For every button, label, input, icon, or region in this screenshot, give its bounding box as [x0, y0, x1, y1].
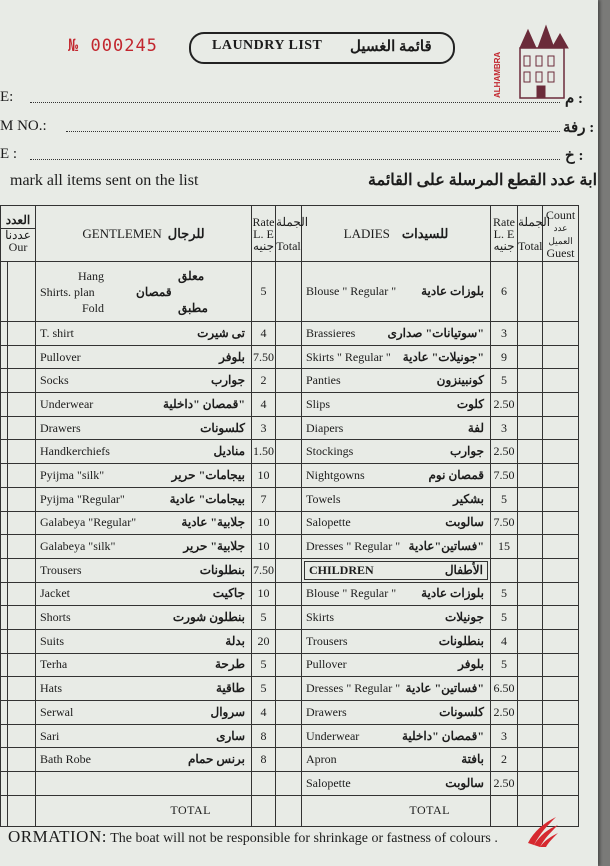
item-children: Blouse " Regular " بلوزات عادية	[302, 582, 491, 606]
rate-value: 5	[252, 606, 276, 630]
hotel-logo	[490, 26, 572, 104]
total-header-gent: الجملة Total	[276, 206, 302, 262]
item-gentlemen: Suits بدلة	[36, 629, 252, 653]
rate-value: 20	[252, 629, 276, 653]
item-gentlemen: Pullover بلوفر	[36, 345, 252, 369]
rate-value: 5	[252, 653, 276, 677]
item-gentlemen: Serwal سروال	[36, 701, 252, 725]
flame-logo-icon	[524, 813, 560, 847]
rate-value: 5	[491, 487, 518, 511]
item-ladies: Towels بشكير	[302, 487, 491, 511]
table-row	[1, 440, 579, 464]
ladies-header: LADIES للسيدات	[302, 206, 491, 262]
table-row	[1, 772, 579, 796]
item-gentlemen: Handkerchiefs مناديل	[36, 440, 252, 464]
rate-value: 2	[491, 748, 518, 772]
gentlemen-total-label: TOTAL	[36, 795, 252, 826]
rate-value: 1.50	[252, 440, 276, 464]
rate-value: 5	[491, 653, 518, 677]
rate-value: 10	[252, 464, 276, 488]
ladies-total-label: TOTAL	[302, 795, 491, 826]
footer-information: ORMATION: The boat will not be responsible for shrinkage or fastness of colours .	[8, 827, 498, 846]
field-room-label: M NO.:	[0, 118, 47, 134]
table-row	[1, 464, 579, 488]
table-row	[1, 322, 579, 346]
item-ladies: Panties كونبينزون	[302, 369, 491, 393]
item-gentlemen: Drawers كلسونات	[36, 416, 252, 440]
item-shirts: Hang معلق Shirts. plan قمصان Fold مطبق	[36, 262, 252, 322]
item-children: Dresses " Regular " فساتين" عادية"	[302, 677, 491, 701]
item-gentlemen: Shorts بنطلون شورت	[36, 606, 252, 630]
instruction-arabic: ابة عدد القطع المرسلة على القائمة	[368, 172, 598, 189]
rate-value: 4	[252, 393, 276, 417]
table-row	[1, 606, 579, 630]
field-name-line[interactable]	[30, 102, 560, 103]
rate-value: 15	[491, 535, 518, 559]
table-row	[1, 701, 579, 725]
rate-value: 7	[252, 487, 276, 511]
field-name-label: E:	[0, 89, 14, 105]
item-gentlemen: Jacket جاكيت	[36, 582, 252, 606]
item-ladies: Slips كلوت	[302, 393, 491, 417]
item-ladies: Diapers لفة	[302, 416, 491, 440]
item-ladies: Salopette سالوبت	[302, 511, 491, 535]
table-row	[1, 416, 579, 440]
logo-text: ALHAMBRA	[493, 51, 502, 98]
rate-value: 3	[491, 322, 518, 346]
item-ladies: Stockings جوارب	[302, 440, 491, 464]
rate-value: 4	[491, 629, 518, 653]
table-row	[1, 393, 579, 417]
item-children: Pullover بلوفر	[302, 653, 491, 677]
rate-value: 10	[252, 582, 276, 606]
rate-value: 10	[252, 535, 276, 559]
item-ladies: Brassieres سوتيانات" صدارى"	[302, 322, 491, 346]
count-our-header: العدد عددنا Our	[1, 206, 36, 262]
rate-value: 4	[252, 701, 276, 725]
item-gentlemen: Underwear قمصان "داخلية"	[36, 393, 252, 417]
item-gentlemen: Pyijma "Regular" بيجامات" عادية	[36, 487, 252, 511]
rate-value: 5	[491, 606, 518, 630]
table-row	[1, 558, 579, 582]
guest-count-header: Count عدد العميل Guest	[543, 206, 579, 262]
gentlemen-header: GENTLEMEN للرجال	[36, 206, 252, 262]
field-date-label: E :	[0, 146, 18, 162]
rate-value: 8	[252, 724, 276, 748]
item-gentlemen: Hats طاقية	[36, 677, 252, 701]
item-gentlemen	[36, 772, 252, 796]
item-gentlemen: Terha طرحة	[36, 653, 252, 677]
rate-value: 7.50	[491, 464, 518, 488]
field-date-label-ar: خ :	[565, 148, 584, 164]
serial-number: № 000245	[68, 36, 158, 56]
item-gentlemen: Socks جوارب	[36, 369, 252, 393]
item-ladies: Nightgowns قمصان نوم	[302, 464, 491, 488]
rate-header-gent: Rate L. E جنيه	[252, 206, 276, 262]
table-row	[1, 653, 579, 677]
rate-value: 2.50	[491, 772, 518, 796]
children-label-box: CHILDREN الأطفال	[304, 561, 488, 580]
rate-value: 5	[252, 677, 276, 701]
rate-value: 8	[252, 748, 276, 772]
rate-value: 3	[491, 724, 518, 748]
item-children: Drawers كلسونات	[302, 701, 491, 725]
rate-value: 7.50	[491, 511, 518, 535]
rate-value	[491, 558, 518, 582]
rate-value: 5	[491, 582, 518, 606]
laundry-table	[0, 205, 579, 827]
children-section-header	[302, 558, 491, 582]
item-gentlemen: Galabeya "Regular" جلابية" عادية	[36, 511, 252, 535]
item-ladies: Dresses " Regular " فساتين"عادية"	[302, 535, 491, 559]
total-header-ladies: الجملة Total	[518, 206, 543, 262]
rate-value: 10	[252, 511, 276, 535]
item-children: Underwear قمصان "داخلية"	[302, 724, 491, 748]
total-row	[1, 795, 579, 826]
field-room-line[interactable]	[66, 131, 560, 132]
table-row	[1, 748, 579, 772]
item-ladies: Blouse " Regular " بلوزات عادية	[302, 262, 491, 322]
table-row	[1, 582, 579, 606]
rate-value: 5	[252, 262, 276, 322]
table-row	[1, 487, 579, 511]
table-row	[1, 535, 579, 559]
field-name-label-ar: م :	[565, 91, 584, 107]
rate-value: 2.50	[491, 393, 518, 417]
rate-value: 6	[491, 262, 518, 322]
item-ladies: Skirts " Regular " جونيلات" عادية"	[302, 345, 491, 369]
rate-value: 5	[491, 369, 518, 393]
rate-value: 6.50	[491, 677, 518, 701]
rate-value: 7.50	[252, 558, 276, 582]
table-row	[1, 369, 579, 393]
field-room-label-ar: رفة :	[563, 120, 595, 136]
title-english: LAUNDRY LIST	[212, 38, 323, 53]
table-row	[1, 724, 579, 748]
table-row	[1, 677, 579, 701]
instruction-english: mark all items sent on the list	[10, 172, 199, 189]
item-gentlemen: Galabeya "silk" جلابية" حرير	[36, 535, 252, 559]
table-row	[1, 345, 579, 369]
title-arabic: قائمة الغسيل	[350, 39, 432, 55]
field-date-line[interactable]	[30, 159, 560, 160]
table-header	[1, 206, 579, 262]
item-gentlemen: T. shirt تى شيرت	[36, 322, 252, 346]
item-children: Apron بافتة	[302, 748, 491, 772]
rate-header-ladies: Rate L. E جنيه	[491, 206, 518, 262]
rate-value: 7.50	[252, 345, 276, 369]
item-gentlemen: Trousers بنطلونات	[36, 558, 252, 582]
rate-value: 2	[252, 369, 276, 393]
table-row	[1, 629, 579, 653]
table-row	[1, 511, 579, 535]
rate-value: 2.50	[491, 440, 518, 464]
rate-value	[252, 772, 276, 796]
item-children: Skirts جونيلات	[302, 606, 491, 630]
item-children: Salopette سالوبت	[302, 772, 491, 796]
rate-value: 2.50	[491, 701, 518, 725]
item-children: Trousers بنطلونات	[302, 629, 491, 653]
rate-value: 3	[252, 416, 276, 440]
item-gentlemen: Pyijma "silk" بيجامات" حرير	[36, 464, 252, 488]
rate-value: 9	[491, 345, 518, 369]
item-gentlemen: Sari سارى	[36, 724, 252, 748]
rate-value: 3	[491, 416, 518, 440]
table-row	[1, 262, 579, 322]
rate-value: 4	[252, 322, 276, 346]
item-gentlemen: Bath Robe برنس حمام	[36, 748, 252, 772]
